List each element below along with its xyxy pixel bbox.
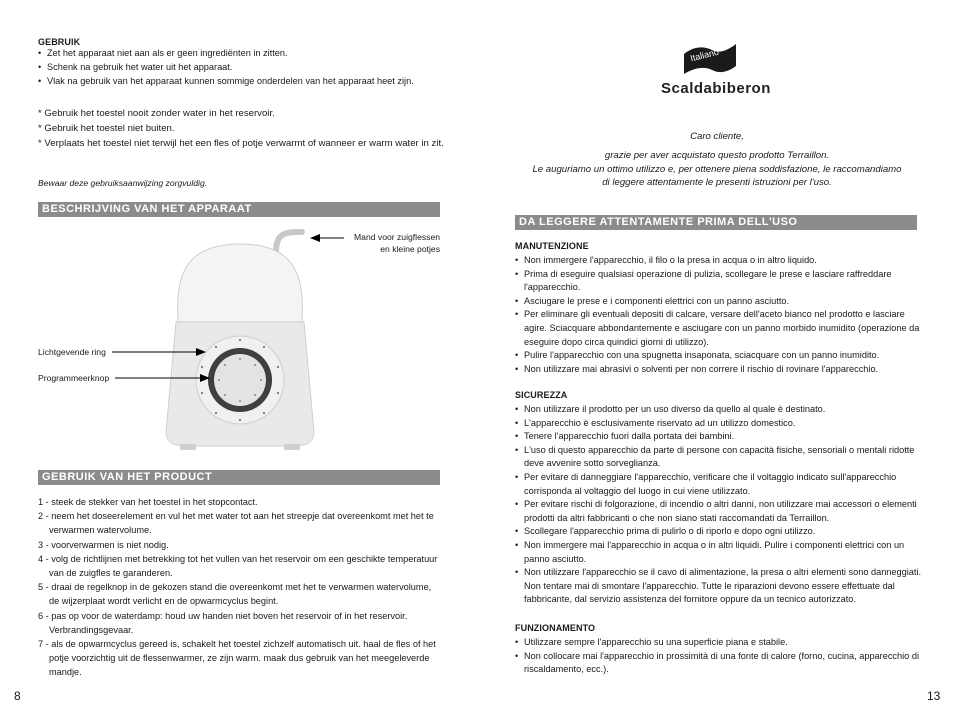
greeting: Caro cliente, bbox=[690, 131, 744, 142]
safety-title: SICUREZZA bbox=[515, 390, 568, 400]
usage-steps bbox=[38, 495, 443, 680]
list-item: • Utilizzare sempre l'apparecchio su una superficie piana e stabile. bbox=[515, 636, 925, 650]
list-item: • L'uso di questo apparecchio da parte di persone con capacità fisiche, sensoriali o mentali ridotte deve avvenire sotto sorveglianza. bbox=[515, 444, 925, 471]
list-item: • Per evitare di danneggiare l'apparecchio, verificare che il voltaggio indicato sull'apparecchio corrisponda al voltaggio del luogo in cui viene utilizzato. bbox=[515, 471, 925, 498]
list-item: • Non collocare mai l'apparecchio in prossimità di una fonte di calore (forno, cucina, apparecchio di riscaldamento, ecc.). bbox=[515, 650, 925, 677]
knob-callout: Programmeerknop bbox=[38, 373, 110, 383]
list-item: 5 - draai de regelknop in de gekozen stand die overeenkomt met het te verwarmen watervolume, de wijzerplaat wordt verlicht en de opwarmcyclus begint. bbox=[38, 582, 432, 607]
list-item: 2 - neem het doseerelement en vul het met water tot aan het streepje dat overeenkomt met het te verwarmen watervolume. bbox=[38, 511, 434, 536]
list-item: • Non utilizzare il prodotto per un uso diverso da quello al quale è destinato. bbox=[515, 403, 925, 417]
description-bar: BESCHRIJVING VAN HET APPARAAT bbox=[38, 202, 440, 217]
list-item: • Per evitare rischi di folgorazione, di incendio o altri danni, non utilizzare mai accessori o elementi prodotti da altri fabbricanti o che non siano stati raccomandati da Terraillon. bbox=[515, 498, 925, 525]
bottle-warmer-illustration bbox=[30, 222, 450, 467]
list-item: • Prima di eseguire qualsiasi operazione di pulizia, scollegare le prese e lasciare raffreddare l'apparecchio. bbox=[515, 268, 925, 295]
list-item: • Tenere l'apparecchio fuori dalla portata dei bambini. bbox=[515, 430, 925, 444]
ring-callout: Lichtgevende ring bbox=[38, 347, 106, 357]
maintenance-bullets bbox=[515, 254, 925, 376]
page-number-left: 8 bbox=[14, 689, 21, 703]
list-item: • Non immergere mai l'apparecchio in acqua o in altri liquidi. Pulire i componenti elettrici con un panno asciutto. bbox=[515, 539, 925, 566]
list-item: • Zet het apparaat niet aan als er geen ingrediënten in zitten. bbox=[38, 47, 458, 61]
operation-title: FUNZIONAMENTO bbox=[515, 623, 596, 633]
callout-label: Mand voor zuigflessen bbox=[354, 232, 440, 242]
safety-section bbox=[515, 390, 925, 607]
list-item: • Non utilizzare mai abrasivi o solventi per non correre il rischio di rovinare l'apparecchio. bbox=[515, 363, 925, 377]
operation-section bbox=[515, 623, 925, 677]
read-carefully-bar: DA LEGGERE ATTENTAMENTE PRIMA DELL'USO bbox=[515, 215, 917, 230]
maintenance-section bbox=[515, 241, 925, 376]
list-item: 6 - pas op voor de waterdamp: houd uw handen niet boven het reservoir of in het reservoir. Verbrandingsgevaar. bbox=[38, 610, 408, 635]
usage-bullets bbox=[38, 47, 458, 88]
operation-bullets bbox=[515, 636, 925, 677]
product-bar: GEBRUIK VAN HET PRODUCT bbox=[38, 470, 440, 485]
list-item: 4 - volg de richtlijnen met betrekking tot het vullen van het reservoir om een geschikte temperatuur van de zuigfles te garanderen. bbox=[38, 553, 438, 579]
warning-note: * Verplaats het toestel niet terwijl het een fles of potje verwarmt of wanneer er warm water in zit. bbox=[38, 137, 444, 149]
warning-notes bbox=[38, 107, 458, 151]
list-item: • Per eliminare gli eventuali depositi di calcare, versare dell'aceto bianco nel prodotto e lasciare agire. Sciacquare abbondantemente e asciugare con un panno morbido inumidito (operazione da eseguire dopo circa quindici giorni di utilizzo). bbox=[515, 308, 925, 349]
intro-text bbox=[507, 130, 927, 190]
safety-bullets bbox=[515, 403, 925, 607]
page-number-right: 13 bbox=[927, 689, 941, 703]
right-page bbox=[477, 0, 954, 717]
product-title: Scaldabiberon bbox=[661, 80, 771, 97]
list-item: 7 - als de opwarmcyclus gereed is, schakelt het toestel zichzelf automatisch uit. haal de fles of het potje voorzichtig uit de flessenwarmer, ze zijn warm. maak dus gebruik van het meegeleverde mandje. bbox=[38, 639, 436, 678]
keep-manual-note: Bewaar deze gebruiksaanwijzing zorgvuldig. bbox=[38, 178, 208, 188]
language-badge bbox=[680, 40, 740, 78]
intro-line: di leggere attentamente le presenti istruzioni per l'uso. bbox=[602, 177, 832, 189]
maintenance-title: MANUTENZIONE bbox=[515, 241, 589, 251]
warning-note: * Gebruik het toestel nooit zonder water in het reservoir. bbox=[38, 108, 275, 119]
flag-badge-icon bbox=[680, 40, 740, 78]
usage-section bbox=[38, 37, 458, 88]
list-item: 1 - steek de stekker van het toestel in het stopcontact. bbox=[38, 497, 258, 507]
list-item: • Scollegare l'apparecchio prima di pulirlo o di riporlo e dopo ogni utilizzo. bbox=[515, 525, 925, 539]
list-item: • Asciugare le prese e i componenti elettrici con un panno asciutto. bbox=[515, 295, 925, 309]
usage-title: GEBRUIK bbox=[38, 37, 81, 47]
list-item: • Non immergere l'apparecchio, il filo o la presa in acqua o in altro liquido. bbox=[515, 254, 925, 268]
intro-line: grazie per aver acquistato questo prodotto Terraillon. bbox=[604, 150, 830, 162]
basket-callout bbox=[348, 232, 440, 255]
list-item: 3 - voorverwarmen is niet nodig. bbox=[38, 539, 169, 550]
device-diagram bbox=[30, 222, 450, 467]
callout-label: en kleine potjes bbox=[380, 243, 440, 254]
list-item: • Pulire l'apparecchio con una spugnetta insaponata, sciacquare con un panno inumidito. bbox=[515, 349, 925, 363]
list-item: • Vlak na gebruik van het apparaat kunnen sommige onderdelen van het apparaat heet zijn. bbox=[38, 75, 458, 89]
list-item: • Schenk na gebruik het water uit het apparaat. bbox=[38, 61, 458, 75]
language-label: Italiano bbox=[689, 46, 720, 64]
list-item: • L'apparecchio è esclusivamente riservato ad un utilizzo domestico. bbox=[515, 417, 925, 431]
warning-note: * Gebruik het toestel niet buiten. bbox=[38, 122, 175, 134]
list-item: • Non utilizzare l'apparecchio se il cavo di alimentazione, la presa o altri elementi sono danneggiati. Non tentare mai di smontare l'apparecchio. Tutte le riparazioni devono essere effettuate dal fabbricante, dal servizio assistenza del fornitore oppure da un tecnico autorizzato. bbox=[515, 566, 925, 607]
intro-line: Le auguriamo un ottimo utilizzo e, per ottenere piena soddisfazione, le raccomandiamo bbox=[532, 163, 902, 175]
